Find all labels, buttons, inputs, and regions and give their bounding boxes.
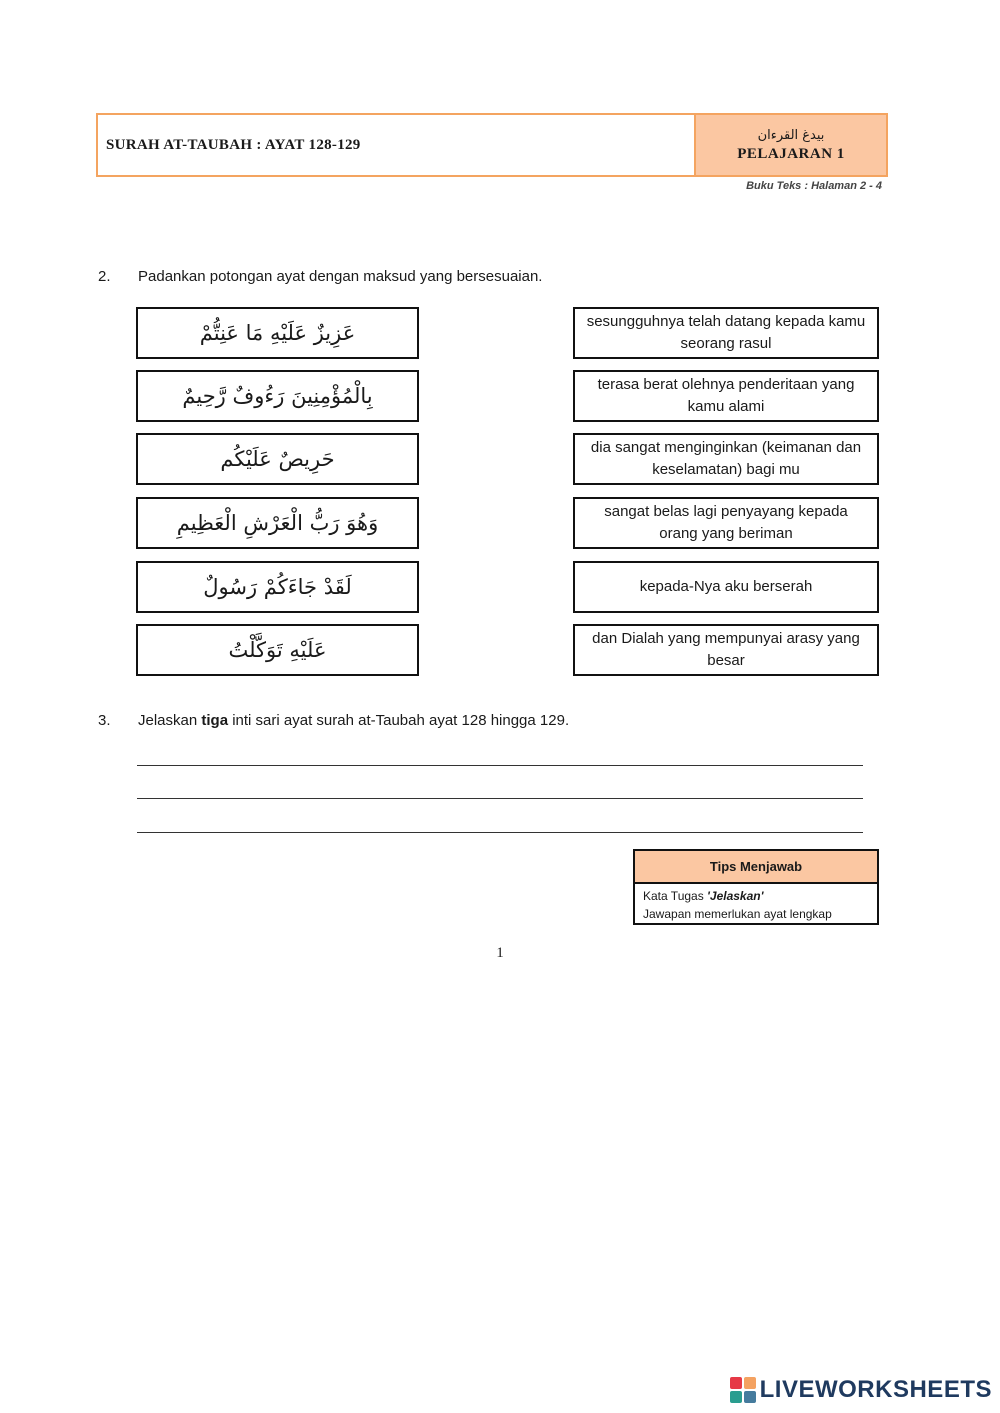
surah-title: SURAH AT-TAUBAH : AYAT 128-129 (106, 136, 361, 153)
lesson-panel (694, 115, 886, 175)
tips-line-1-prefix: Kata Tugas (643, 889, 708, 903)
tips-line-2: Jawapan memerlukan ayat lengkap (643, 907, 832, 921)
meaning-box[interactable]: sesungguhnya telah datang kepada kamu seorang rasul (573, 307, 879, 359)
question-2-text: Padankan potongan ayat dengan maksud yang bersesuaian. (138, 268, 543, 285)
lesson-label: PELAJARAN 1 (737, 145, 845, 162)
arabic-phrase-box[interactable]: وَهُوَ رَبُّ الْعَرْشِ الْعَظِيمِ (136, 497, 419, 549)
watermark-text: LIVEWORKSHEETS (759, 1376, 992, 1403)
meaning-box[interactable]: terasa berat olehnya penderitaan yang kamu alami (573, 370, 879, 422)
arabic-phrase-box[interactable]: لَقَدْ جَاءَكُمْ رَسُولٌ (136, 561, 419, 613)
arabic-title: بيدغ القرءان (757, 127, 825, 143)
arabic-phrase-box[interactable]: بِالْمُؤْمِنِينَ رَءُوفٌ رَّحِيمٌ (136, 370, 419, 422)
tips-line-1 (643, 887, 869, 905)
worksheet-header (96, 113, 888, 177)
arabic-phrase-box[interactable]: حَرِيصٌ عَلَيْكُم (136, 433, 419, 485)
question-3-number: 3. (98, 712, 111, 729)
question-3-keyword: tiga (201, 712, 229, 729)
answer-line[interactable] (137, 765, 863, 766)
logo-square (744, 1391, 756, 1403)
meaning-box[interactable]: sangat belas lagi penyayang kepada orang yang beriman (573, 497, 879, 549)
book-reference: Buku Teks : Halaman 2 - 4 (746, 180, 882, 192)
page-number: 1 (496, 945, 504, 961)
question-3-text-after: inti sari ayat surah at-Taubah ayat 128 hingga 129. (228, 712, 570, 729)
liveworksheets-logo-icon (730, 1377, 756, 1403)
tips-body (635, 884, 877, 926)
meaning-box[interactable]: kepada-Nya aku berserah (573, 561, 879, 613)
liveworksheets-watermark[interactable] (730, 1376, 992, 1404)
answer-line[interactable] (137, 798, 863, 799)
question-3-text-before: Jelaskan (138, 712, 202, 729)
question-2-number: 2. (98, 268, 111, 285)
logo-square (730, 1391, 742, 1403)
tips-keyword: 'Jelaskan' (707, 889, 764, 903)
arabic-phrase-box[interactable]: عَزِيزٌ عَلَيْهِ مَا عَنِتُّمْ (136, 307, 419, 359)
tips-box (633, 849, 879, 925)
logo-square (730, 1377, 742, 1389)
question-2 (98, 268, 542, 285)
meaning-box[interactable]: dan Dialah yang mempunyai arasy yang besar (573, 624, 879, 676)
answer-line[interactable] (137, 832, 863, 833)
question-3 (98, 712, 569, 729)
logo-square (744, 1377, 756, 1389)
tips-title: Tips Menjawab (635, 849, 877, 884)
meaning-box[interactable]: dia sangat menginginkan (keimanan dan keselamatan) bagi mu (573, 433, 879, 485)
arabic-phrase-box[interactable]: عَلَيْهِ تَوَكَّلْتُ (136, 624, 419, 676)
